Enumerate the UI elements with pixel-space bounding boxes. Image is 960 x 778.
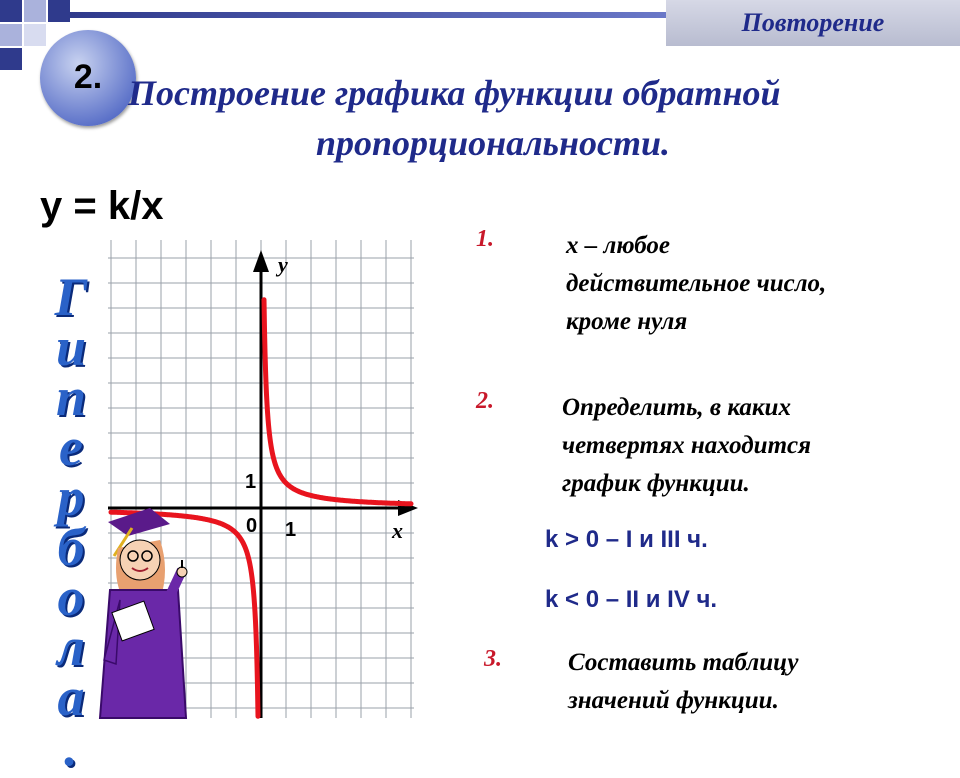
side-letter: б [57, 517, 85, 577]
side-letter: и [55, 317, 87, 377]
side-letter: Г [54, 267, 88, 327]
step-text-line: Определить, в каких [562, 394, 791, 421]
page-title-line2: пропорциональности. [316, 123, 670, 163]
side-letter: п [55, 367, 87, 427]
side-letter: е [59, 417, 83, 477]
section-tag-label: Повторение [741, 8, 885, 37]
function-formula: y = k/x [40, 184, 164, 228]
rule-k-negative: k < 0 – II и IV ч. [545, 586, 718, 613]
rule-k-positive: k > 0 – I и III ч. [545, 526, 708, 553]
x-unit-label: 1 [285, 519, 297, 541]
side-letter: о [57, 567, 85, 627]
side-letter: р [57, 467, 85, 527]
step-text-line: четвертях находится [562, 432, 811, 459]
teacher-illustration [100, 508, 187, 718]
step-1-text [566, 227, 826, 341]
x-axis-label: x [392, 518, 403, 543]
step-3-text [568, 644, 798, 720]
step-2-text [562, 389, 811, 503]
step-text-line: значений функции. [568, 687, 779, 714]
step-text-line: x – любое [566, 232, 670, 259]
page-title-line1: Построение графика функции обратной [128, 73, 781, 113]
y-unit-label: 1 [245, 471, 257, 493]
step-text-line: график функции. [562, 470, 750, 497]
side-letter: . [64, 717, 78, 777]
origin-label: 0 [246, 515, 258, 537]
step-1-number: 1. [476, 226, 494, 252]
y-axis-label: y [278, 252, 288, 277]
step-text-line: кроме нуля [566, 308, 688, 335]
step-text-line: действительное число, [566, 270, 827, 297]
step-3-number: 3. [484, 646, 502, 672]
step-2-number: 2. [476, 388, 494, 414]
y-axis-arrow [253, 250, 269, 272]
section-number: 2. [73, 58, 103, 96]
step-text-line: Составить таблицу [568, 649, 799, 676]
side-letter: а [57, 667, 85, 727]
side-letter: л [57, 617, 85, 677]
